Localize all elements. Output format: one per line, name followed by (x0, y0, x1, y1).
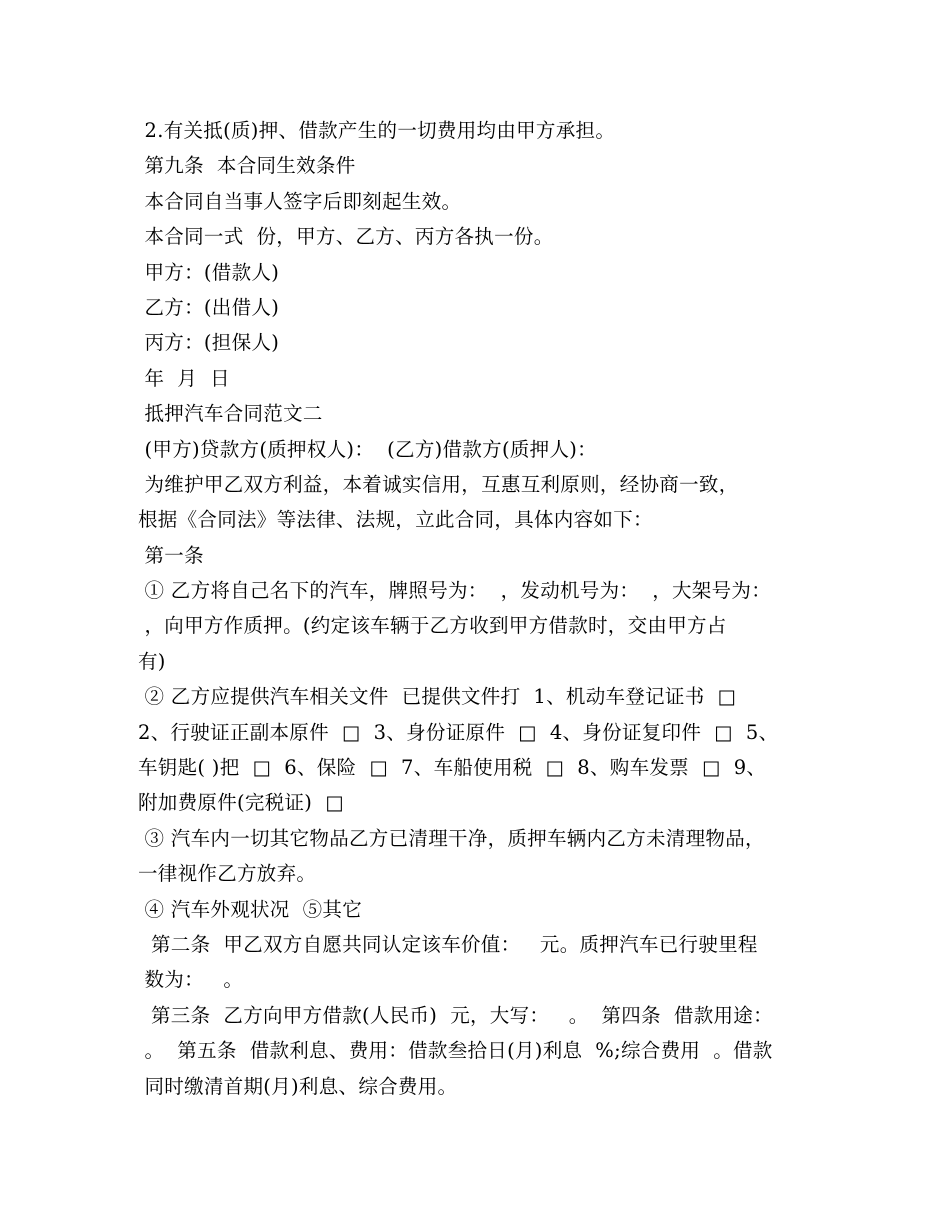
section-heading: 第一条 (138, 543, 204, 567)
text-line: 同时缴清首期(月)利息、综合费用。 (138, 1074, 458, 1098)
parties-line: (甲方)贷款方(质押权人)： (乙方)借款方(质押人)： (138, 437, 597, 461)
text-line: 2、行驶证正副本原件 □ 3、身份证原件 □ 4、身份证复印件 □ 5、 (138, 720, 779, 744)
date-line: 年 月 日 (138, 366, 230, 390)
text-line: 第三条 乙方向甲方借款(人民币) 元，大写： 。 第四条 借款用途： (138, 1003, 773, 1027)
text-line: 根据《合同法》等法律、法规，立此合同，具体内容如下： (138, 508, 653, 532)
text-line: ④ 汽车外观状况 ⑤其它 (138, 897, 362, 921)
text-line: 有) (138, 649, 166, 673)
document-title: 抵押汽车合同范文二 (138, 402, 323, 426)
text-line: 。 第五条 借款利息、费用：借款叁拾日(月)利息 %;综合费用 。借款 (138, 1039, 773, 1063)
text-line: 2.有关抵(质)押、借款产生的一切费用均由甲方承担。 (138, 119, 616, 142)
text-line: ① 乙方将自己名下的汽车，牌照号为： ，发动机号为： ，大架号为： (138, 579, 771, 603)
text-line: 附加费原件(完税证) □ (138, 791, 344, 815)
party-a-label: 甲方：(借款人) (138, 260, 280, 284)
party-b-label: 乙方：(出借人) (138, 295, 280, 319)
text-line: 数为： 。 (138, 968, 244, 992)
text-line: 一律视作乙方放弃。 (138, 862, 317, 886)
section-heading: 第九条 本合同生效条件 (138, 154, 356, 178)
text-line: 本合同一式 份，甲方、乙方、丙方各执一份。 (138, 225, 554, 249)
text-line: 第二条 甲乙双方自愿共同认定该车价值： 元。质押汽车已行驶里程 (138, 932, 758, 956)
text-line: ③ 汽车内一切其它物品乙方已清理干净，质押车辆内乙方未清理物品， (138, 826, 765, 850)
text-line: ② 乙方应提供汽车相关文件 已提供文件打 1、机动车登记证书 □ (138, 685, 737, 709)
text-line: ，向甲方作质押。(约定该车辆于乙方收到甲方借款时，交由甲方占 (138, 614, 727, 638)
text-line: 为维护甲乙双方利益，本着诚实信用，互惠互利原则，经协商一致， (138, 472, 739, 496)
document-page (138, 113, 828, 1104)
party-c-label: 丙方：(担保人) (138, 331, 280, 355)
text-line: 本合同自当事人签字后即刻起生效。 (138, 189, 462, 213)
text-line: 车钥匙( )把 □ 6、保险 □ 7、车船使用税 □ 8、购车发票 □ 9、 (138, 756, 767, 780)
